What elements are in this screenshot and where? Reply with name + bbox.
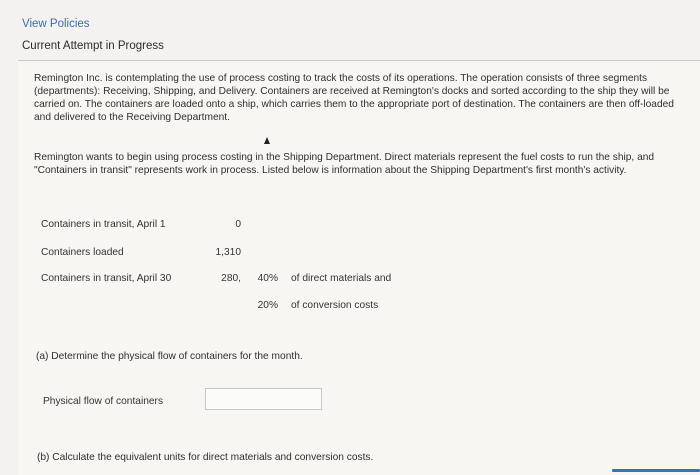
problem-paragraph-2: Remington wants to begin using process costing in the Shipping Department. Direct materials represent the fuel costs to run the ship, and "Containers in transit" represents work in process. Listed below is information about the Shipping Department's first month's activity.	[34, 152, 655, 176]
bottom-accent-bar	[612, 469, 700, 472]
row-label-transit-april-30: Containers in transit, April 30	[41, 273, 172, 284]
physical-flow-input[interactable]	[205, 388, 322, 410]
row-note-conversion: of conversion costs	[291, 300, 379, 311]
row-value-transit-april-30: 280,	[221, 273, 241, 284]
row-note-direct-materials: of direct materials and	[291, 273, 392, 284]
question-b: (b) Calculate the equivalent units for direct materials and conversion costs.	[37, 452, 374, 463]
row-label-containers-loaded: Containers loaded	[41, 247, 124, 258]
attempt-status: Current Attempt in Progress	[22, 40, 164, 52]
row-pct-conversion: 20%	[257, 300, 278, 311]
mouse-cursor-icon	[264, 137, 270, 144]
question-a: (a) Determine the physical flow of containers for the month.	[36, 351, 303, 362]
row-pct-direct-materials: 40%	[257, 273, 278, 284]
row-value-transit-april-1: 0	[235, 219, 241, 230]
problem-paragraph-1: Remington Inc. is contemplating the use of process costing to track the costs of its operations. The operation consists of three segments (departments): Receiving, Shipping, and Delivery. Containers are received at Remington's docks and sorted according to the ship they will be carried on. The containers are loaded onto a ship, which carries them to the appropriate port of destination. The containers are then off-loaded and delivered to the Receiving Department.	[34, 73, 674, 123]
row-label-transit-april-1: Containers in transit, April 1	[41, 219, 166, 230]
view-policies-link[interactable]: View Policies	[22, 18, 90, 30]
row-value-containers-loaded: 1,310	[215, 247, 241, 258]
physical-flow-label: Physical flow of containers	[43, 396, 164, 407]
